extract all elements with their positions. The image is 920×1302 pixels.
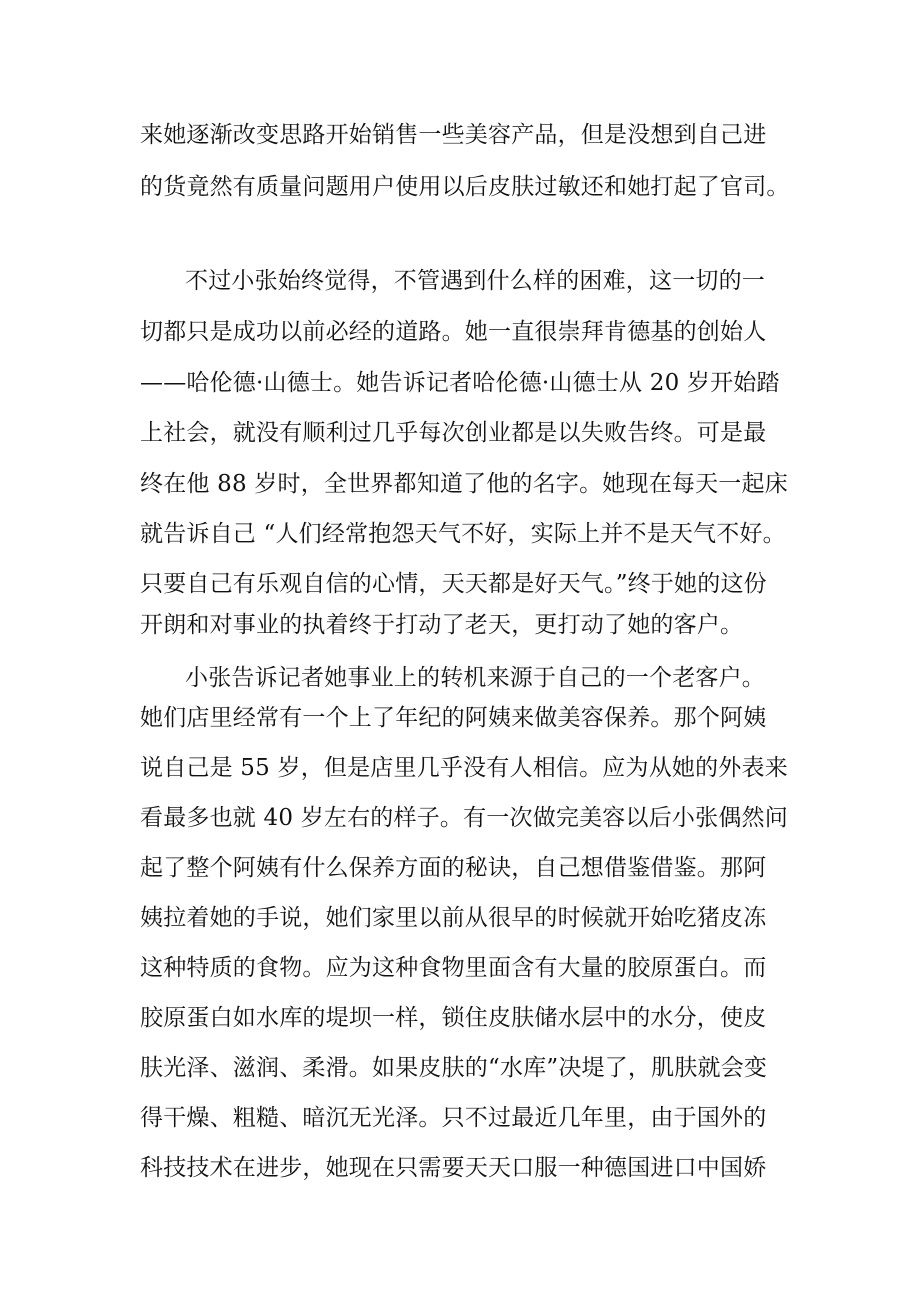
text-line: 得干燥、粗糙、暗沉无光泽。只不过最近几年里，由于国外的 xyxy=(140,1105,767,1131)
text-line: 胶原蛋白如水库的堤坝一样，锁住皮肤储水层中的水分，使皮 xyxy=(140,1005,767,1031)
text-line: 说自己是 55 岁，但是店里几乎没有人相信。应为从她的外表来 xyxy=(140,755,788,781)
text-line: 她们店里经常有一个上了年纪的阿姨来做美容保养。那个阿姨 xyxy=(140,705,767,731)
text-line: 开朗和对事业的执着终于打动了老天，更打动了她的客户。 xyxy=(140,612,744,638)
paragraph-first-line: 不过小张始终觉得，不管遇到什么样的困难，这一切的一 xyxy=(185,268,765,294)
text-line: 这种特质的食物。应为这种食物里面含有大量的胶原蛋白。而 xyxy=(140,955,767,981)
text-line: 来她逐渐改变思路开始销售一些美容产品，但是没想到自己进 xyxy=(140,122,767,148)
paragraph-first-line: 小张告诉记者她事业上的转机来源于自己的一个老客户。 xyxy=(185,665,765,691)
text-line: 切都只是成功以前必经的道路。她一直很崇拜肯德基的创始人 xyxy=(140,319,767,345)
text-line: 肤光泽、滋润、柔滑。如果皮肤的“水库”决堤了，肌肤就会变 xyxy=(140,1055,768,1081)
text-line: 只要自己有乐观自信的心情，天天都是好天气。”终于她的这份 xyxy=(140,571,767,597)
text-line: 终在他 88 岁时，全世界都知道了他的名字。她现在每天一起床 xyxy=(140,471,788,497)
text-line: 姨拉着她的手说，她们家里以前从很早的时候就开始吃猪皮冻 xyxy=(140,905,767,931)
text-line: 的货竟然有质量问题用户使用以后皮肤过敏还和她打起了官司。 xyxy=(140,174,790,200)
text-line: 就告诉自己 “人们经常抱怨天气不好，实际上并不是天气不好。 xyxy=(140,521,786,547)
text-line: 起了整个阿姨有什么保养方面的秘诀，自己想借鉴借鉴。那阿 xyxy=(140,855,767,881)
text-line: 上社会，就没有顺利过几乎每次创业都是以失败告终。可是最 xyxy=(140,420,767,446)
text-line: ——哈伦德·山德士。她告诉记者哈伦德·山德士从 20 岁开始踏 xyxy=(140,370,780,396)
text-line: 看最多也就 40 岁左右的样子。有一次做完美容以后小张偶然问 xyxy=(140,805,788,831)
text-line: 科技技术在进步，她现在只需要天天口服一种德国进口中国娇 xyxy=(140,1155,767,1181)
